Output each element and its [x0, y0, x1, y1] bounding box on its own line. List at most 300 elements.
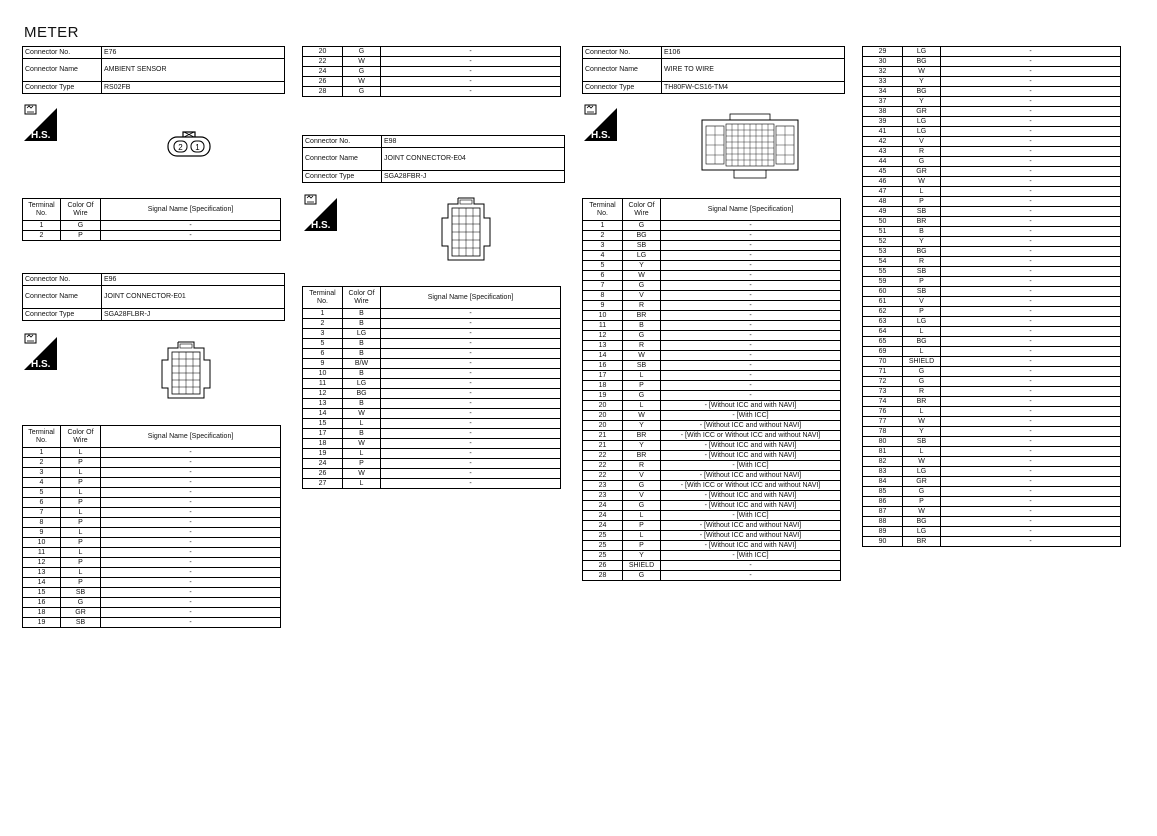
terminal-no-cell: 78 [863, 427, 903, 437]
terminal-table-e106-continued [862, 46, 1121, 547]
connector-face-e76 [165, 131, 213, 164]
table-row [583, 231, 841, 241]
table-row [863, 477, 1121, 487]
table-row [863, 107, 1121, 117]
signal-name-cell: - [101, 478, 281, 488]
terminal-no-cell: 28 [583, 571, 623, 581]
terminal-no-cell: 23 [583, 481, 623, 491]
signal-name-cell: - [With ICC or Without ICC and without NAVI] [661, 481, 841, 491]
wire-color-cell: W [903, 457, 941, 467]
terminal-no-cell: 10 [303, 369, 343, 379]
signal-name-cell: - [101, 548, 281, 558]
terminal-table-e96 [22, 425, 281, 628]
signal-name-cell: - [941, 387, 1121, 397]
wire-color-cell: G [623, 571, 661, 581]
wire-color-cell: B [343, 429, 381, 439]
signal-name-cell: - [941, 197, 1121, 207]
terminal-no-cell: 12 [23, 558, 61, 568]
table-row [863, 347, 1121, 357]
terminal-no-cell: 74 [863, 397, 903, 407]
signal-name-cell: - [941, 97, 1121, 107]
signal-name-cell: - [381, 389, 561, 399]
terminal-no-cell: 2 [583, 231, 623, 241]
terminal-no-cell: 22 [303, 57, 343, 67]
connector-name-label: Connector Name [583, 59, 662, 82]
signal-name-cell: - [With ICC] [661, 551, 841, 561]
wire-color-cell: P [61, 478, 101, 488]
wire-color-cell: W [623, 271, 661, 281]
signal-name-cell: - [941, 397, 1121, 407]
page-title: METER [24, 24, 79, 41]
terminal-no-cell: 4 [583, 251, 623, 261]
signal-name-cell: - [661, 321, 841, 331]
wire-color-cell: W [623, 351, 661, 361]
terminal-no-cell: 51 [863, 227, 903, 237]
table-row [583, 251, 841, 261]
table-row [583, 441, 841, 451]
connector-no-label: Connector No. [23, 47, 102, 59]
terminal-no-cell: 19 [303, 449, 343, 459]
table-row [863, 517, 1121, 527]
signal-name-cell: - [661, 371, 841, 381]
table-row [863, 117, 1121, 127]
terminal-no-cell: 20 [583, 401, 623, 411]
wire-color-cell: L [61, 528, 101, 538]
wire-color-cell: R [623, 301, 661, 311]
wire-color-cell: L [61, 568, 101, 578]
table-row [23, 608, 281, 618]
table-row [863, 327, 1121, 337]
terminal-no-cell: 19 [23, 618, 61, 628]
signal-name-cell: - [Without ICC and with NAVI] [661, 441, 841, 451]
table-row [303, 389, 561, 399]
terminal-no-cell: 61 [863, 297, 903, 307]
wire-color-cell: V [623, 491, 661, 501]
signal-name-cell: - [101, 588, 281, 598]
svg-text:H.S.: H.S. [591, 130, 611, 141]
terminal-no-cell: 22 [583, 461, 623, 471]
signal-name-cell: - [941, 327, 1121, 337]
wire-color-cell: W [343, 469, 381, 479]
signal-name-cell: - [101, 498, 281, 508]
wire-color-cell: G [903, 367, 941, 377]
table-row [23, 508, 281, 518]
wire-color-cell: P [903, 307, 941, 317]
wire-color-cell: L [623, 531, 661, 541]
wire-color-cell: BR [903, 537, 941, 547]
terminal-no-cell: 9 [23, 528, 61, 538]
signal-name-cell: - [Without ICC and without NAVI] [661, 421, 841, 431]
table-row [583, 291, 841, 301]
table-row [583, 541, 841, 551]
terminal-no-cell: 60 [863, 287, 903, 297]
table-row [583, 271, 841, 281]
wire-color-cell: B [343, 309, 381, 319]
terminal-no-cell: 7 [23, 508, 61, 518]
table-row [863, 387, 1121, 397]
table-row [23, 528, 281, 538]
table-row [23, 588, 281, 598]
wire-color-cell: SB [623, 361, 661, 371]
terminal-no-cell: 87 [863, 507, 903, 517]
harness-side-hs-icon [584, 104, 617, 141]
table-row [583, 551, 841, 561]
terminal-no-cell: 43 [863, 147, 903, 157]
terminal-no-cell: 88 [863, 517, 903, 527]
table-row [23, 598, 281, 608]
table-row [863, 457, 1121, 467]
terminal-no-cell: 14 [303, 409, 343, 419]
terminal-no-cell: 76 [863, 407, 903, 417]
wire-color-cell: R [903, 257, 941, 267]
terminal-no-cell: 24 [583, 511, 623, 521]
terminal-no-cell: 25 [583, 531, 623, 541]
terminal-table-e106 [582, 198, 841, 581]
terminal-no-cell: 65 [863, 337, 903, 347]
signal-name-cell: - [661, 351, 841, 361]
table-row [303, 47, 561, 57]
signal-name-cell: - [381, 369, 561, 379]
wire-color-cell: W [903, 177, 941, 187]
signal-name-cell: - [941, 427, 1121, 437]
signal-name-cell: - [941, 457, 1121, 467]
signal-name-cell: - [941, 307, 1121, 317]
wire-color-cell: W [343, 409, 381, 419]
wire-color-cell: L [61, 468, 101, 478]
terminal-no-cell: 83 [863, 467, 903, 477]
signal-name-cell: - [941, 287, 1121, 297]
wire-color-cell: SB [61, 618, 101, 628]
signal-name-cell: - [941, 227, 1121, 237]
terminal-no-cell: 3 [583, 241, 623, 251]
table-row [863, 97, 1121, 107]
signal-name-cell: - [941, 277, 1121, 287]
table-row [23, 578, 281, 588]
wire-color-cell: B [343, 319, 381, 329]
table-row [583, 391, 841, 401]
wire-color-cell: L [623, 371, 661, 381]
terminal-no-cell: 22 [583, 451, 623, 461]
wire-color-cell: L [903, 407, 941, 417]
connector-no-value: E98 [382, 136, 565, 148]
wire-color-cell: W [903, 417, 941, 427]
terminal-no-cell: 46 [863, 177, 903, 187]
signal-name-cell: - [941, 367, 1121, 377]
signal-name-cell: - [381, 429, 561, 439]
connector-type-value: SGA28FBR-J [382, 171, 565, 183]
table-row [863, 417, 1121, 427]
table-row [23, 498, 281, 508]
wire-color-cell: BG [903, 57, 941, 67]
terminal-no-cell: 28 [303, 87, 343, 97]
signal-name-cell: - [Without ICC and with NAVI] [661, 541, 841, 551]
table-row [303, 67, 561, 77]
signal-name-cell: - [381, 319, 561, 329]
terminal-table-e76 [22, 198, 281, 241]
signal-name-cell: - [101, 518, 281, 528]
table-row [303, 459, 561, 469]
signal-name-cell: - [941, 247, 1121, 257]
terminal-no-cell: 30 [863, 57, 903, 67]
signal-name-cell: - [941, 157, 1121, 167]
terminal-no-cell: 73 [863, 387, 903, 397]
signal-name-cell: - [941, 77, 1121, 87]
wire-color-cell: P [903, 197, 941, 207]
signal-name-cell: - [661, 241, 841, 251]
signal-name-cell: - [381, 419, 561, 429]
signal-name-cell: - [941, 87, 1121, 97]
connector-no-label: Connector No. [23, 274, 102, 286]
wire-color-cell: Y [623, 421, 661, 431]
table-row [583, 451, 841, 461]
signal-name-cell: - [941, 217, 1121, 227]
terminal-no-cell: 12 [583, 331, 623, 341]
table-row [863, 487, 1121, 497]
signal-name-cell: - [Without ICC and without NAVI] [661, 521, 841, 531]
table-row [863, 57, 1121, 67]
wire-color-cell: G [623, 481, 661, 491]
table-row [583, 431, 841, 441]
terminal-no-cell: 19 [583, 391, 623, 401]
terminal-no-cell: 72 [863, 377, 903, 387]
terminal-no-cell: 2 [23, 231, 61, 241]
connector-info-e76 [22, 46, 285, 94]
signal-name-cell: - [With ICC or Without ICC and without NAVI] [661, 431, 841, 441]
signal-name-cell: - [101, 448, 281, 458]
wire-color-cell: SB [61, 588, 101, 598]
table-row [583, 241, 841, 251]
signal-name-cell: - [381, 479, 561, 489]
wire-color-cell: G [623, 331, 661, 341]
wire-color-cell: G [61, 221, 101, 231]
table-row [303, 57, 561, 67]
signal-name-cell: - [101, 508, 281, 518]
signal-name-cell: - [381, 379, 561, 389]
table-row [863, 497, 1121, 507]
terminal-no-cell: 15 [303, 419, 343, 429]
signal-name-cell: - [101, 568, 281, 578]
wire-color-cell: B [343, 399, 381, 409]
wire-color-cell: L [343, 479, 381, 489]
wire-color-cell: L [623, 511, 661, 521]
terminal-no-cell: 5 [303, 339, 343, 349]
terminal-no-cell: 53 [863, 247, 903, 257]
terminal-no-cell: 18 [23, 608, 61, 618]
signal-name-cell: - [941, 517, 1121, 527]
table-row [583, 561, 841, 571]
table-row [583, 381, 841, 391]
terminal-no-cell: 34 [863, 87, 903, 97]
wire-color-cell: LG [903, 467, 941, 477]
terminal-no-cell: 24 [303, 67, 343, 77]
table-row [23, 488, 281, 498]
pin-label: 2 [178, 143, 183, 152]
signal-name-cell: - [661, 291, 841, 301]
table-row [863, 77, 1121, 87]
wire-color-cell: W [343, 439, 381, 449]
table-row [583, 511, 841, 521]
terminal-no-cell: 3 [303, 329, 343, 339]
signal-name-header: Signal Name [Specification] [101, 426, 281, 448]
terminal-no-cell: 27 [303, 479, 343, 489]
table-row [303, 359, 561, 369]
wire-color-cell: L [903, 327, 941, 337]
signal-name-cell: - [101, 558, 281, 568]
signal-name-cell: - [381, 349, 561, 359]
signal-name-cell: - [661, 571, 841, 581]
table-row [863, 367, 1121, 377]
table-row [23, 231, 281, 241]
signal-name-cell: - [381, 67, 561, 77]
wire-color-cell: B/W [343, 359, 381, 369]
wire-color-cell: BR [623, 451, 661, 461]
wire-color-cell: R [623, 461, 661, 471]
wire-color-cell: Y [623, 551, 661, 561]
signal-name-cell: - [661, 231, 841, 241]
signal-name-cell: - [941, 417, 1121, 427]
signal-name-cell: - [381, 329, 561, 339]
signal-name-cell: - [381, 409, 561, 419]
signal-name-cell: - [661, 561, 841, 571]
signal-name-cell: - [661, 261, 841, 271]
signal-name-cell: - [941, 177, 1121, 187]
wire-color-cell: G [343, 67, 381, 77]
table-row [863, 467, 1121, 477]
wire-color-cell: P [61, 538, 101, 548]
table-row [863, 307, 1121, 317]
terminal-no-cell: 6 [583, 271, 623, 281]
wire-color-cell: P [343, 459, 381, 469]
signal-name-cell: - [941, 67, 1121, 77]
terminal-no-cell: 11 [303, 379, 343, 389]
terminal-no-cell: 89 [863, 527, 903, 537]
signal-name-cell: - [661, 271, 841, 281]
signal-name-cell: - [661, 311, 841, 321]
wire-color-cell: BR [903, 397, 941, 407]
terminal-no-cell: 11 [583, 321, 623, 331]
table-row [583, 341, 841, 351]
terminal-no-cell: 20 [583, 421, 623, 431]
wire-color-cell: SB [623, 241, 661, 251]
table-row [23, 568, 281, 578]
signal-name-cell: - [941, 317, 1121, 327]
table-row [863, 317, 1121, 327]
table-row [863, 527, 1121, 537]
table-row [303, 369, 561, 379]
table-row [23, 448, 281, 458]
table-row [863, 397, 1121, 407]
signal-name-cell: - [101, 458, 281, 468]
terminal-no-cell: 18 [303, 439, 343, 449]
signal-name-cell: - [With ICC] [661, 461, 841, 471]
wire-color-cell: L [61, 508, 101, 518]
signal-name-cell: - [941, 537, 1121, 547]
wire-color-cell: W [903, 507, 941, 517]
signal-name-cell: - [381, 459, 561, 469]
terminal-no-cell: 48 [863, 197, 903, 207]
signal-name-header: Signal Name [Specification] [101, 199, 281, 221]
terminal-no-cell: 55 [863, 267, 903, 277]
table-row [863, 217, 1121, 227]
harness-side-hs-icon [304, 194, 337, 231]
terminal-no-cell: 37 [863, 97, 903, 107]
wire-color-cell: BG [343, 389, 381, 399]
terminal-no-cell: 86 [863, 497, 903, 507]
signal-name-cell: - [941, 107, 1121, 117]
wire-color-cell: L [903, 187, 941, 197]
terminal-no-cell: 1 [23, 448, 61, 458]
terminal-no-cell: 21 [583, 441, 623, 451]
terminal-no-cell: 81 [863, 447, 903, 457]
terminal-no-cell: 1 [583, 221, 623, 231]
wire-color-cell: B [343, 369, 381, 379]
table-row [303, 399, 561, 409]
terminal-no-cell: 62 [863, 307, 903, 317]
terminal-no-cell: 26 [583, 561, 623, 571]
table-row [583, 481, 841, 491]
wire-color-cell: P [61, 498, 101, 508]
table-row [23, 558, 281, 568]
table-row [863, 127, 1121, 137]
wire-color-cell: P [61, 231, 101, 241]
wire-color-cell: GR [903, 477, 941, 487]
table-row [23, 478, 281, 488]
signal-name-cell: - [381, 449, 561, 459]
color-of-wire-header: Color Of Wire [623, 199, 661, 221]
wire-color-cell: Y [623, 441, 661, 451]
connector-name-value: WIRE TO WIRE [662, 59, 845, 82]
terminal-no-cell: 41 [863, 127, 903, 137]
terminal-no-cell: 85 [863, 487, 903, 497]
table-row [583, 261, 841, 271]
connector-type-value: RS02FB [102, 82, 285, 94]
harness-side-hs-icon [24, 104, 57, 141]
terminal-no-cell: 25 [583, 541, 623, 551]
terminal-no-cell: 26 [303, 77, 343, 87]
wire-color-cell: LG [903, 47, 941, 57]
signal-name-header: Signal Name [Specification] [381, 287, 561, 309]
wire-color-cell: R [623, 341, 661, 351]
terminal-no-cell: 21 [583, 431, 623, 441]
terminal-no-cell: 18 [583, 381, 623, 391]
terminal-no-cell: 90 [863, 537, 903, 547]
wire-color-cell: W [343, 57, 381, 67]
table-row [583, 521, 841, 531]
terminal-no-cell: 77 [863, 417, 903, 427]
table-row [583, 461, 841, 471]
signal-name-cell: - [101, 578, 281, 588]
signal-name-cell: - [Without ICC and with NAVI] [661, 451, 841, 461]
signal-name-cell: - [381, 359, 561, 369]
terminal-no-cell: 59 [863, 277, 903, 287]
signal-name-cell: - [661, 221, 841, 231]
wire-color-cell: P [903, 497, 941, 507]
table-row [863, 277, 1121, 287]
signal-name-cell: - [101, 598, 281, 608]
table-row [303, 439, 561, 449]
terminal-no-cell: 29 [863, 47, 903, 57]
table-row [863, 407, 1121, 417]
wire-color-cell: BG [903, 87, 941, 97]
connector-name-value: JOINT CONNECTOR-E04 [382, 148, 565, 171]
connector-no-label: Connector No. [583, 47, 662, 59]
terminal-no-cell: 84 [863, 477, 903, 487]
wire-color-cell: P [903, 277, 941, 287]
table-row [303, 309, 561, 319]
wire-color-cell: BR [623, 311, 661, 321]
wire-color-cell: B [343, 339, 381, 349]
table-row [303, 379, 561, 389]
